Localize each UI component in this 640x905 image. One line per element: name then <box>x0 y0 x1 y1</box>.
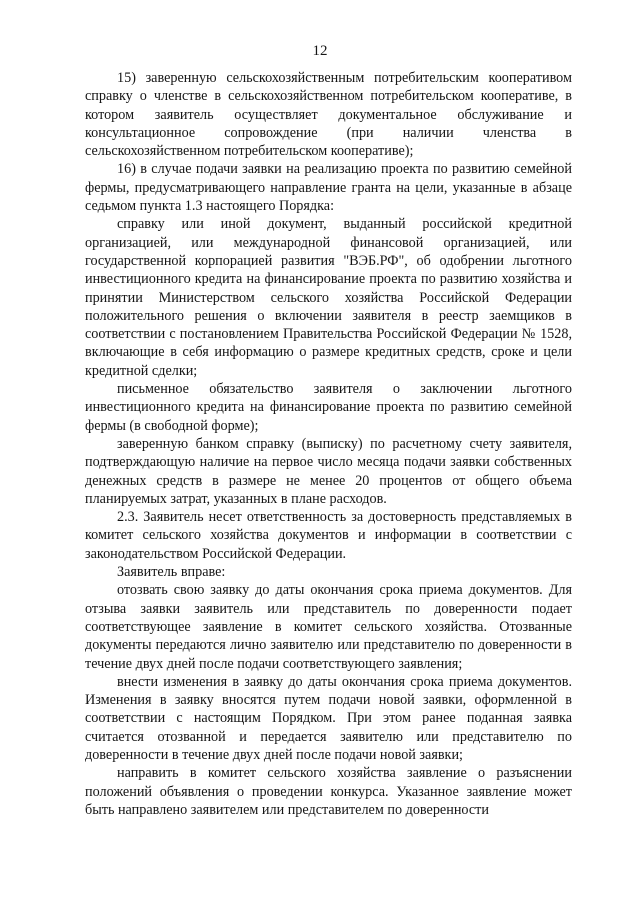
paragraph-item-15: 15) заверенную сельскохозяйственным потребительским кооперативом справку о членстве в сельскохозяйственном потребительском кооперативе, в котором заявитель осуществляет документальное обслуживание и консультационное сопровождение (при наличии членства в сельскохозяйственном потребительском кооперативе); <box>85 70 572 160</box>
paragraph-amend-application: внести изменения в заявку до даты окончания срока приема документов. Изменения в заявку вносятся путем подачи новой заявки, оформленной в соответствии с настоящим Порядком. При этом ранее поданная заявка считается отозванной и передается заявителю или представителю по доверенности в течение двух дней после подачи новой заявки; <box>85 673 572 763</box>
paragraph-item-16: 16) в случае подачи заявки на реализацию проекта по развитию семейной фермы, предусматривающего направление гранта на цели, указанные в абзаце седьмом пункта 1.3 настоящего Порядка: <box>85 161 572 215</box>
paragraph-written-obligation: письменное обязательство заявителя о заключении льготного инвестиционного кредита на финансирование проекта по развитию семейной фермы (в свободной форме); <box>85 381 572 434</box>
paragraph-withdraw-application: отозвать свою заявку до даты окончания срока приема документов. Для отзыва заявки заявитель или представитель по доверенности подает соответствующее заявление в комитет сельского хозяйства. Отозванные документы передаются лично заявителю или представителю по доверенности в течение двух дней после подачи соответствующего заявления; <box>85 582 572 672</box>
document-body <box>85 69 572 819</box>
paragraph-clarification-request: направить в комитет сельского хозяйства заявление о разъяснении положений объявления о проведении конкурса. Указанное заявление может быть направлено заявителем или представителем по доверенности <box>85 765 572 818</box>
paragraph-credit-certificate: справку или иной документ, выданный российской кредитной организацией, или международной финансовой организацией, или государственной корпорацией развития "ВЭБ.РФ", об одобрении льготного инвестиционного кредита на финансирование проекта по развитию хозяйства и принятии Министерством сельского хозяйства Российской Федерации положительного решения о включении заявителя в реестр заемщиков в соответствии с постановлением Правительства Российской Федерации № 1528, включающие в себя информацию о размере кредитных средств, сроке и цели кредитной сделки; <box>85 216 572 379</box>
page-number: 12 <box>312 43 328 59</box>
paragraph-section-2-3: 2.3. Заявитель несет ответственность за достоверность представляемых в комитет сельского хозяйства документов и информации в соответствии с законодательством Российской Федерации. <box>85 509 572 562</box>
paragraph-applicant-rights: Заявитель вправе: <box>117 564 226 581</box>
paragraph-bank-statement: заверенную банком справку (выписку) по расчетному счету заявителя, подтверждающую наличие на первое число месяца подачи заявки собственных денежных средств в размере не менее 20 процентов от общего объема планируемых затрат, указанных в плане расходов. <box>85 435 572 507</box>
